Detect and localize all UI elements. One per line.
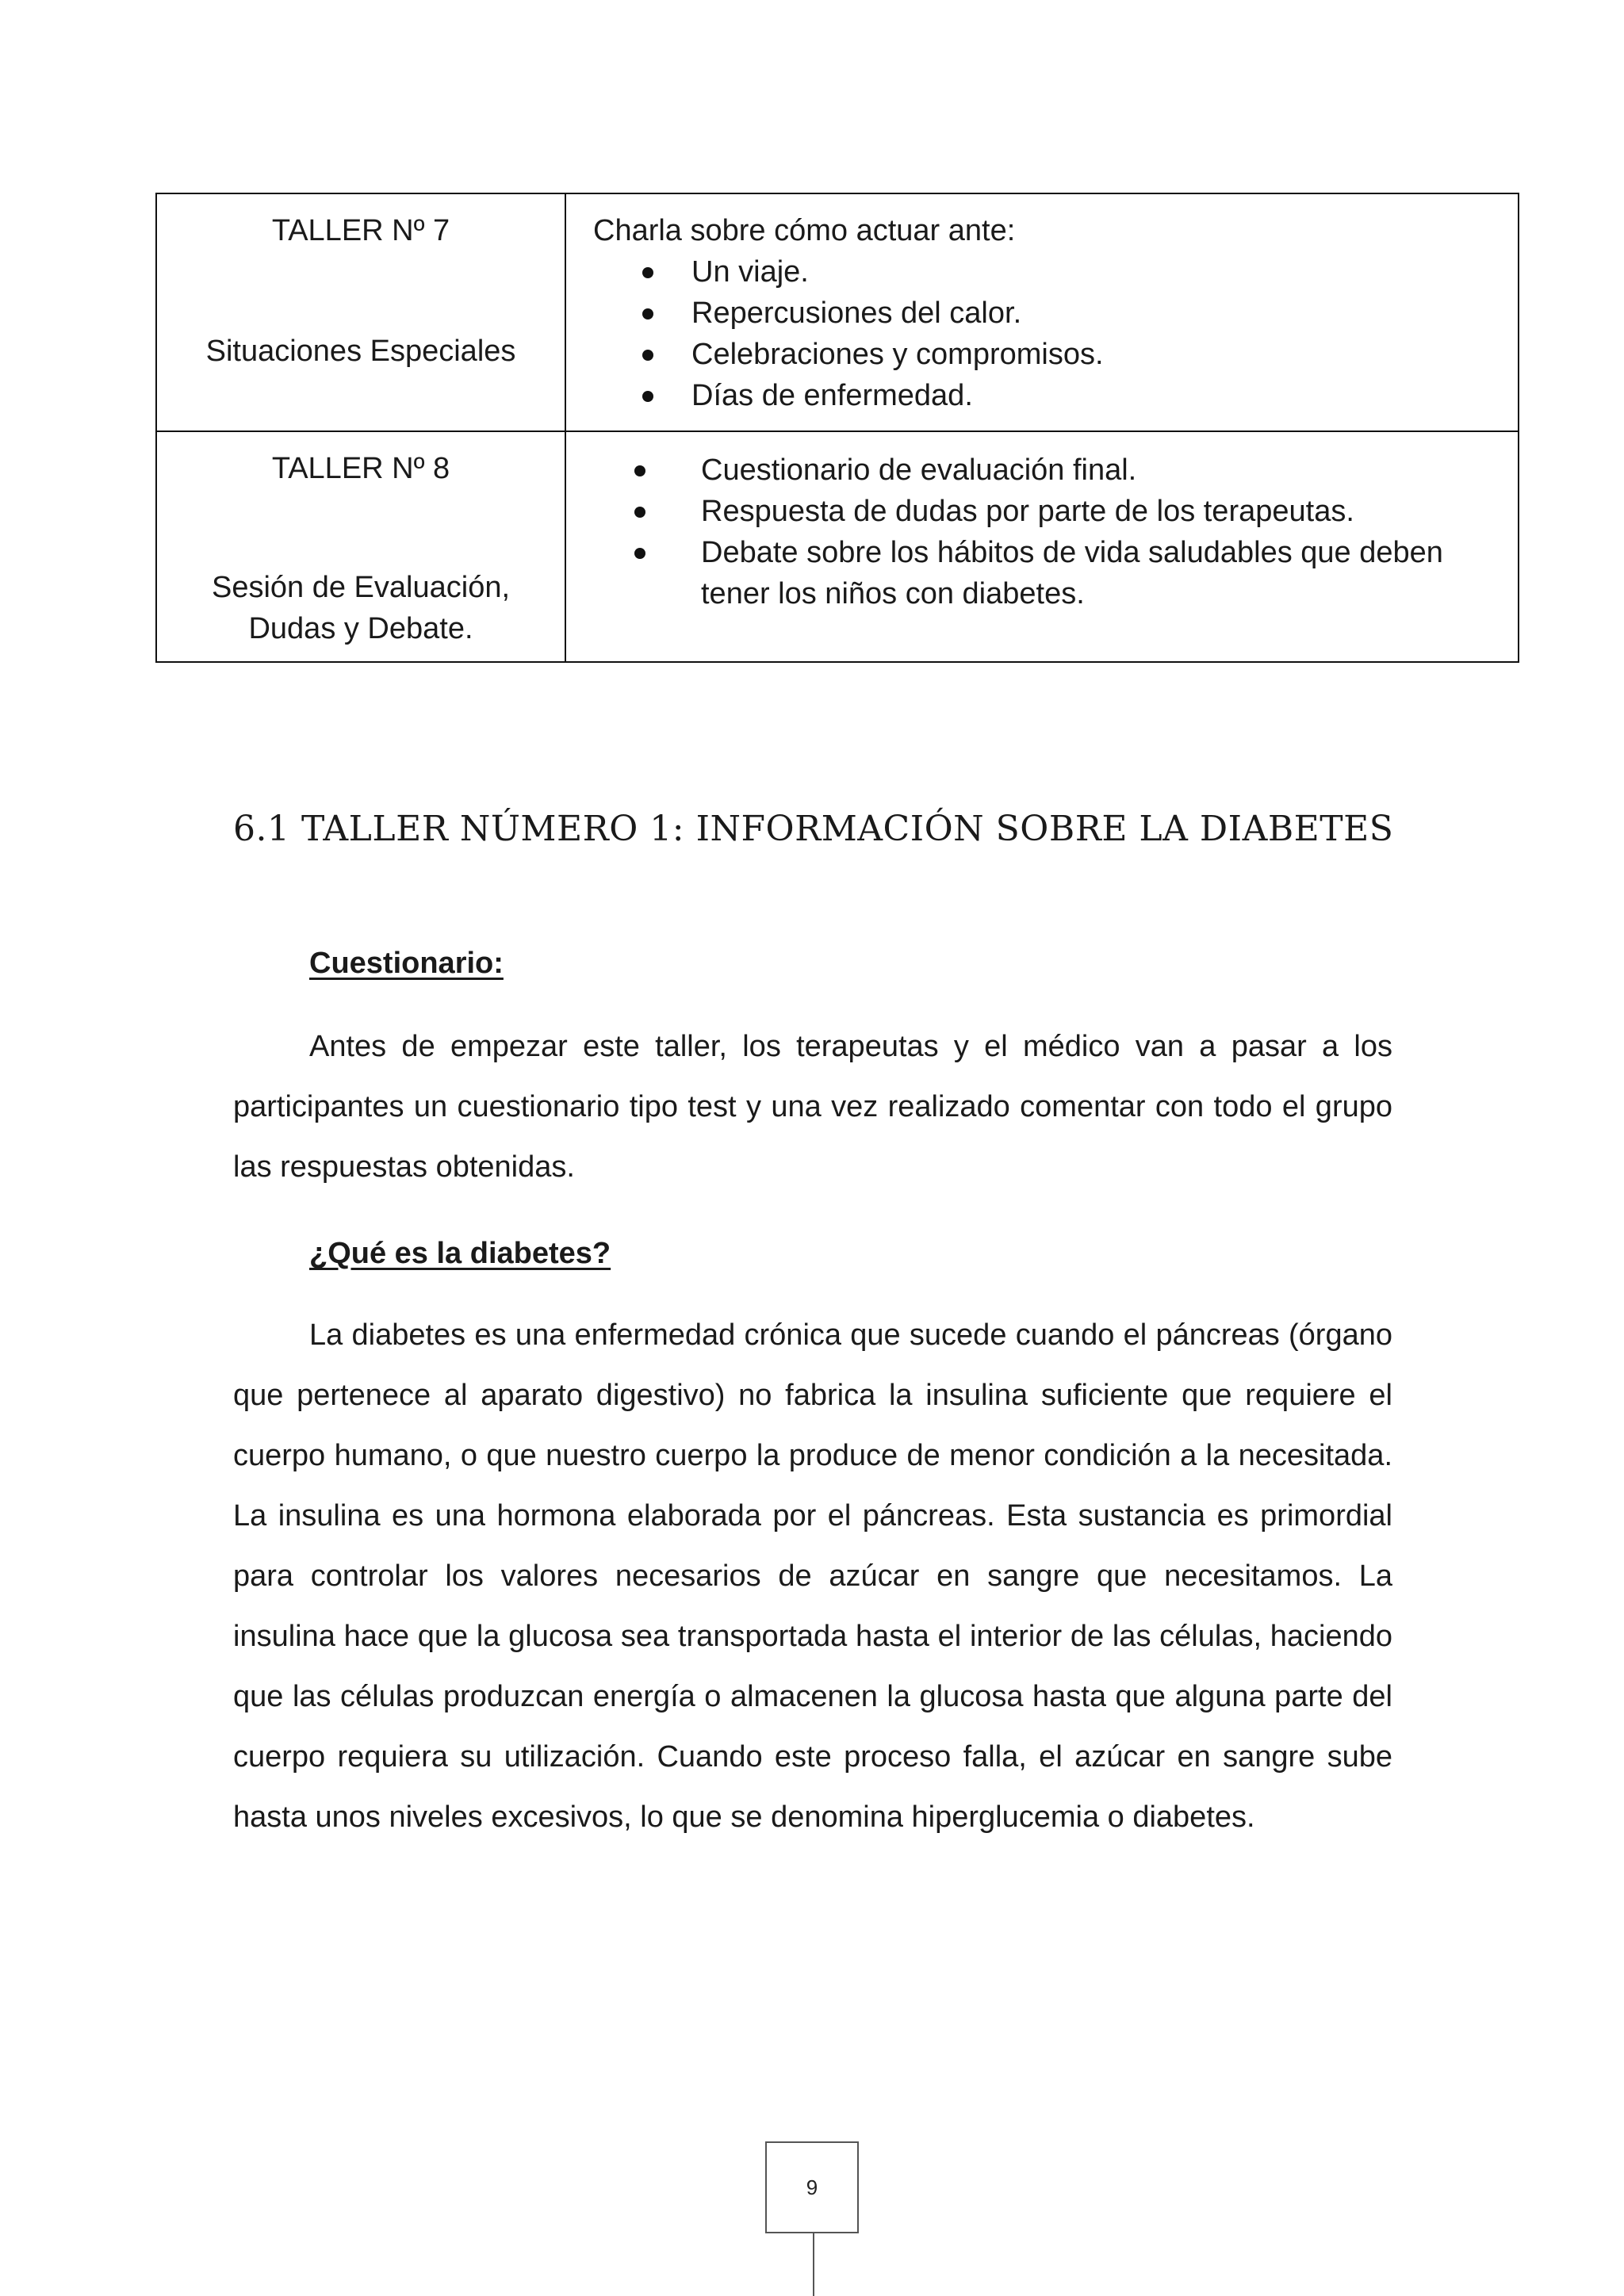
table-cell-workshop xyxy=(156,431,565,662)
workshop-subtitle xyxy=(157,567,565,649)
workshop-title: TALLER Nº 8 xyxy=(271,452,450,485)
content-intro: Charla sobre cómo actuar ante: xyxy=(593,214,1016,247)
page-number-box xyxy=(765,2141,859,2233)
subsection-heading-cuestionario: Cuestionario: xyxy=(309,947,504,980)
subsection-heading-que-es-diabetes: ¿Qué es la diabetes? xyxy=(309,1237,611,1270)
bullet-list xyxy=(593,251,1502,416)
workshop-title: TALLER Nº 7 xyxy=(271,214,450,247)
table-row xyxy=(156,431,1519,662)
page-number: 9 xyxy=(806,2175,818,2199)
table-cell-workshop xyxy=(156,193,565,431)
bullet-list xyxy=(593,432,1502,614)
paragraph-cuestionario: Antes de empezar este taller, los terapeutas y el médico van a pasar a los participantes un cuestionario tipo test y una vez realizado comentar con todo el grupo las respuestas obtenidas. xyxy=(233,1030,1392,1184)
workshop-subtitle-line: Dudas y Debate. xyxy=(248,612,473,645)
list-item: Celebraciones y compromisos. xyxy=(593,334,1502,375)
list-item: Cuestionario de evaluación final. xyxy=(593,450,1502,491)
table-cell-content xyxy=(565,431,1519,662)
section-heading: 6.1 TALLER NÚMERO 1: INFORMACIÓN SOBRE LA DIABETES xyxy=(233,809,1394,849)
workshop-table xyxy=(155,193,1519,663)
list-item: Repercusiones del calor. xyxy=(593,293,1502,334)
workshop-subtitle: Situaciones Especiales xyxy=(205,335,516,368)
table-row xyxy=(156,193,1519,431)
footer-line xyxy=(813,2233,814,2296)
workshop-subtitle-line: Sesión de Evaluación, xyxy=(211,571,511,604)
paragraph-que-es-diabetes: La diabetes es una enfermedad crónica que sucede cuando el páncreas (órgano que pertenece al aparato digestivo) no fabrica la insulina suficiente que requiere el cuerpo humano, o que nuestro cuerpo la produce de menor condición a la necesitada. La insulina es una hormona elaborada por el páncreas. Esta sustancia es primordial para controlar los valores necesarios de azúcar en sangre que necesitamos. La insulina hace que la glucosa sea transportada hasta el interior de las células, haciendo que las células produzcan energía o almacenen la glucosa hasta que alguna parte del cuerpo requiera su utilización. Cuando este proceso falla, el azúcar en sangre sube hasta unos niveles excesivos, lo que se denomina hiperglucemia o diabetes. xyxy=(233,1318,1392,1834)
list-item: Debate sobre los hábitos de vida saludables que deben tener los niños con diabetes. xyxy=(593,532,1502,614)
list-item: Respuesta de dudas por parte de los terapeutas. xyxy=(593,491,1502,532)
table-cell-content xyxy=(565,193,1519,431)
list-item: Días de enfermedad. xyxy=(593,375,1502,416)
list-item: Un viaje. xyxy=(593,251,1502,293)
